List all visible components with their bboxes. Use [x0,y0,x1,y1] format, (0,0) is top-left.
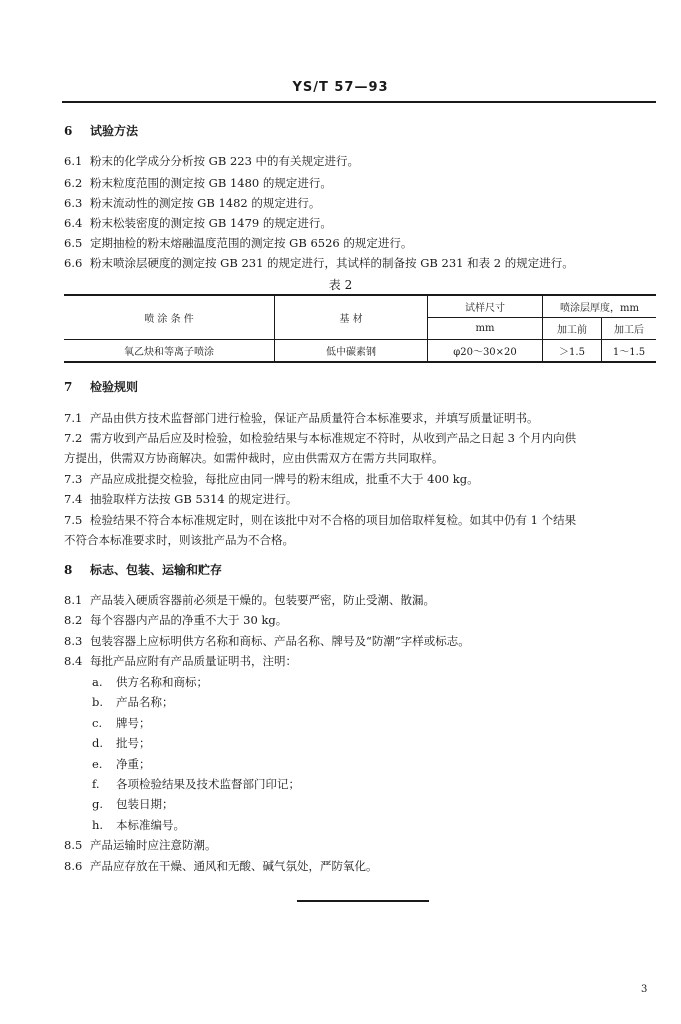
cell-substrate: 低中碳素钢 [275,340,428,363]
list-item-g [92,797,174,811]
specimen-table [64,294,656,363]
clause-7-1 [64,411,539,425]
header-before-machining: 加工前 [543,318,602,340]
list-label: g. [92,797,104,811]
section-title: 试验方法 [90,124,139,138]
list-item-f [92,777,300,791]
clause-number: 8.4 [64,654,83,668]
clause-8-3 [64,634,470,648]
clause-text: 抽验取样方法按 GB 5314 的规定进行。 [90,492,298,506]
list-text: 包装日期； [116,797,174,811]
standard-code-header: YS/T 57—93 [292,80,389,95]
clause-7-2 [64,431,576,445]
section-title: 检验规则 [90,380,139,394]
clause-6-6 [64,256,574,270]
clause-text: 粉末喷涂层硬度的测定按 GB 231 的规定进行，其试样的制备按 GB 231 和表 2 的规定进行。 [90,256,574,270]
clause-number: 7.1 [64,411,83,425]
list-item-h [92,818,185,832]
section-7-heading [64,380,138,394]
header-coating-thickness: 喷涂层厚度，mm [543,295,657,318]
clause-number: 6.1 [64,154,83,168]
list-label: d. [92,736,104,750]
section-number: 7 [64,380,73,394]
list-label: f. [92,777,100,791]
clause-text: 粉末流动性的测定按 GB 1482 的规定进行。 [90,196,321,210]
clause-text: 检验结果不符合本标准规定时，则在该批中对不合格的项目加倍取样复检。如其中仍有 1 个结果 [90,513,577,527]
clause-text: 产品应存放在干燥、通风和无酸、碱气氛处，严防氧化。 [90,859,378,873]
header-sample-size: 试样尺寸 [428,295,543,318]
clause-text: 产品运输时应注意防潮。 [90,838,217,852]
clause-8-6 [64,859,378,873]
list-text: 批号； [116,736,151,750]
header-divider [62,101,656,103]
clause-number: 8.2 [64,613,83,627]
header-condition: 喷 涂 条 件 [64,295,275,340]
clause-text: 每批产品应附有产品质量证明书，注明： [90,654,297,668]
clause-7-3 [64,472,479,486]
clause-text: 粉末的化学成分分析按 GB 223 中的有关规定进行。 [90,154,360,168]
clause-number: 6.3 [64,196,83,210]
list-item-e [92,757,151,771]
list-text: 本标准编号。 [116,818,185,832]
clause-number: 6.6 [64,256,83,270]
clause-text: 定期抽检的粉末熔融温度范围的测定按 GB 6526 的规定进行。 [90,236,413,250]
clause-number: 6.2 [64,176,83,190]
clause-text: 每个容器内产品的净重不大于 30 kg。 [90,613,288,627]
clause-number: 7.3 [64,472,83,486]
header-substrate: 基 材 [275,295,428,340]
clause-7-5 [64,513,576,527]
header-after-machining: 加工后 [602,318,657,340]
clause-number: 8.6 [64,859,83,873]
list-text: 净重； [116,757,151,771]
section-8-heading [64,563,222,577]
clause-8-5 [64,838,217,852]
page-number: 3 [641,984,648,995]
clause-number: 8.3 [64,634,83,648]
list-item-a [92,675,208,689]
clause-8-1 [64,593,435,607]
clause-text: 包装容器上应标明供方名称和商标、产品名称、牌号及“防潮”字样或标志。 [90,634,470,648]
clause-6-2 [64,176,332,190]
clause-text: 产品应成批提交检验，每批应由同一牌号的粉末组成，批重不大于 400 kg。 [90,472,479,486]
clause-6-3 [64,196,320,210]
clause-text: 粉末粒度范围的测定按 GB 1480 的规定进行。 [90,176,332,190]
section-title: 标志、包装、运输和贮存 [90,563,223,577]
clause-number: 8.5 [64,838,83,852]
list-label: c. [92,716,103,730]
clause-7-4 [64,492,297,506]
clause-text: 产品由供方技术监督部门进行检验，保证产品质量符合本标准要求，并填写质量证明书。 [90,411,539,425]
clause-number: 7.2 [64,431,83,445]
list-label: b. [92,695,104,709]
list-text: 供方名称和商标； [116,675,208,689]
clause-text: 需方收到产品后应及时检验，如检验结果与本标准规定不符时，从收到产品之日起 3 个月内向供 [90,431,577,445]
clause-6-5 [64,236,412,250]
clause-7-2-continued: 方提出，供需双方协商解决。如需仲裁时，应由供需双方在需方共同取样。 [64,451,444,465]
section-number: 6 [64,124,73,138]
section-number: 8 [64,563,73,577]
clause-number: 8.1 [64,593,83,607]
clause-6-4 [64,216,332,230]
table-caption: 表 2 [328,278,353,292]
section-6-heading [64,124,138,138]
cell-condition: 氧乙炔和等离子喷涂 [64,340,275,363]
list-label: h. [92,818,104,832]
cell-before-machining: ＞1.5 [543,340,602,363]
list-label: a. [92,675,103,689]
header-sample-size-unit: mm [428,318,543,340]
list-text: 产品名称； [116,695,174,709]
clause-number: 6.4 [64,216,83,230]
clause-number: 7.5 [64,513,83,527]
end-of-standard-rule [297,900,429,902]
clause-8-4 [64,654,297,668]
clause-number: 6.5 [64,236,83,250]
list-label: e. [92,757,103,771]
clause-number: 7.4 [64,492,83,506]
cell-sample-size: φ20～30×20 [428,340,543,363]
list-text: 各项检验结果及技术监督部门印记； [116,777,300,791]
cell-after-machining: 1～1.5 [602,340,657,363]
clause-text: 粉末松装密度的测定按 GB 1479 的规定进行。 [90,216,332,230]
list-item-c [92,716,151,730]
list-text: 牌号； [116,716,151,730]
clause-text: 产品装入硬质容器前必须是干燥的。包装要严密，防止受潮、散漏。 [90,593,435,607]
list-item-d [92,736,151,750]
clause-8-2 [64,613,287,627]
clause-6-1 [64,154,359,168]
clause-7-5-continued: 不符合本标准要求时，则该批产品为不合格。 [64,533,294,547]
list-item-b [92,695,174,709]
